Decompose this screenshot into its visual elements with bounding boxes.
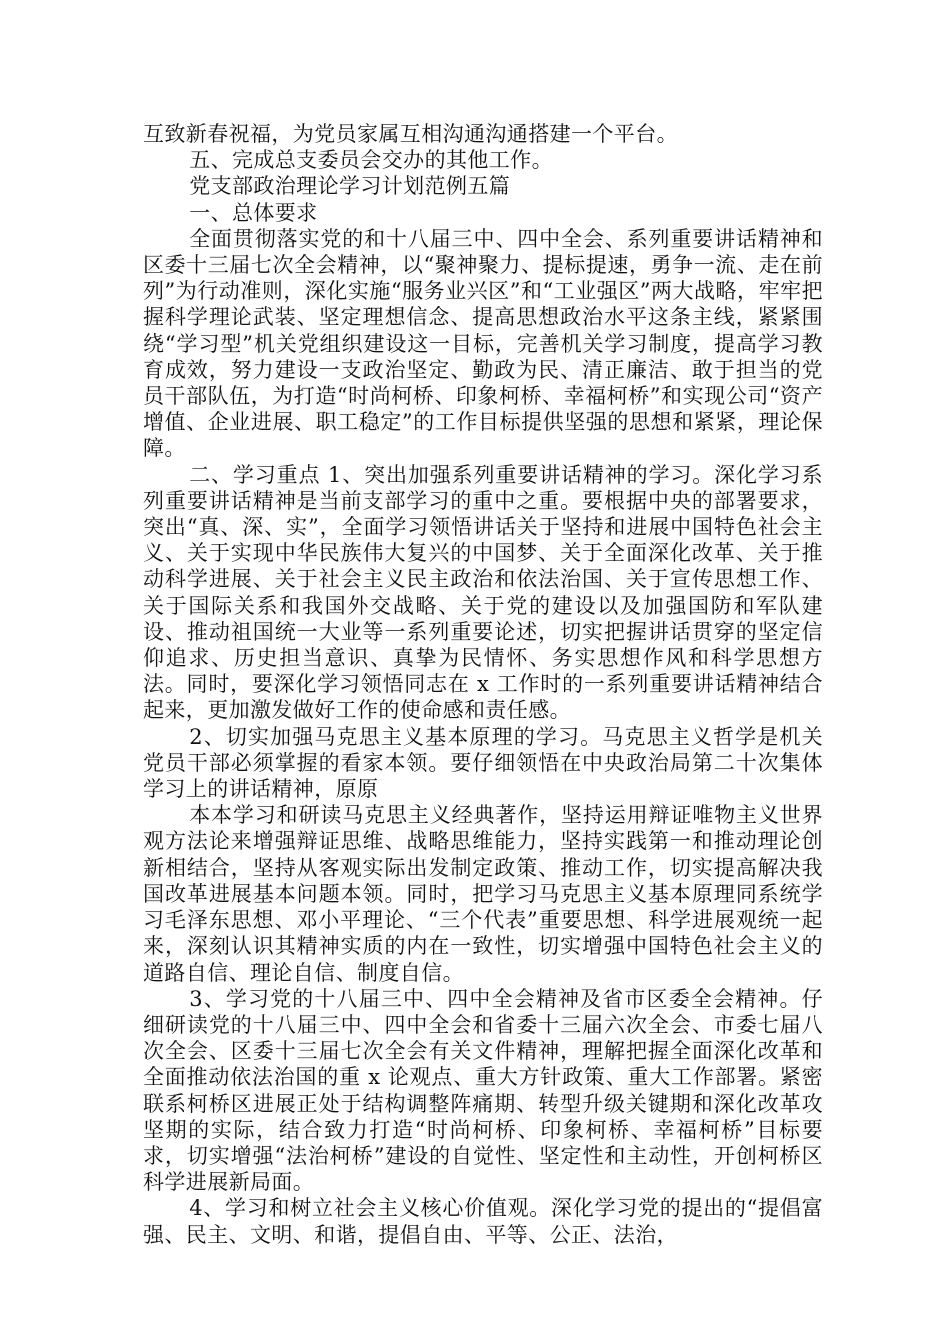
document-body (143, 121, 823, 1248)
paragraph-general-requirements: 全面贯彻落实党的和十八届三中、四中全会、系列重要讲话精神和区委十三届七次全会精神，以“聚神聚力、提标提速，勇争一流、走在前列”为行动准则，深化实施“服务业兴区”和“工业强区”两大战略，牢牢把握科学理论武装、坚定理想信念、提高思想政治水平这条主线，紧紧围绕“学习型”机关党组织建设这一目标，完善机关学习制度，提高学习教育成效，努力建设一支政治坚定、勤政为民、清正廉洁、敢于担当的党员干部队伍，为打造“时尚柯桥、印象柯桥、幸福柯桥”和实现公司“资产增值、企业进展、职工稳定”的工作目标提供坚强的思想和紧紧，理论保障。 (143, 226, 823, 461)
paragraph-study-focus-4: 4、学习和树立社会主义核心价值观。深化学习党的提出的“提倡富强、民主、文明、和谐，提倡自由、平等、公正、法治， (143, 1196, 823, 1247)
section-title: 党支部政治理论学习计划范例五篇 (189, 174, 511, 199)
heading-general-requirements: 一、总体要求 (189, 200, 318, 225)
paragraph-item-five: 五、完成总支委员会交办的其他工作。 (189, 148, 553, 173)
paragraph-study-focus-3: 3、学习党的十八届三中、四中全会精神及省市区委全会精神。仔细研读党的十八届三中、四中全会和省委十三届六次全会、市委七届八次全会、区委十三届七次全会有关文件精神，理解把握全面深化改革和全面推动依法治国的重 x 论观点、重大方针政策、重大工作部署。紧密联系柯桥区进展正处于结构调整阵痛期、转型升级关键期和深化改革攻坚期的实际，结合致力打造“时尚柯桥、印象柯桥、幸福柯桥”目标要求，切实增强“法治柯桥”建设的自觉性、坚定性和主动性，开创柯桥区科学进展新局面。 (143, 986, 823, 1195)
paragraph-marxism-study: 本本学习和研读马克思主义经典著作，坚持运用辩证唯物主义世界观方法论来增强辩证思维、战略思维能力，坚持实践第一和推动理论创新相结合，坚持从客观实际出发制定政策、推动工作，切实提高解决我国改革进展基本问题本领。同时，把学习马克思主义基本原理同系统学习毛泽东思想、邓小平理论、“三个代表”重要思想、科学进展观统一起来，深刻认识其精神实质的内在一致性，切实增强中国特色社会主义的道路自信、理论自信、制度自信。 (143, 803, 823, 985)
paragraph-continued: 互致新春祝福，为党员家属互相沟通沟通搭建一个平台。 (143, 122, 678, 146)
paragraph-study-focus-1: 二、学习重点 1、突出加强系列重要讲话精神的学习。深化学习系列重要讲话精神是当前支部学习的重中之重。要根据中央的部署要求，突出“真、深、实”，全面学习领悟讲话关于坚持和进展中国特色社会主义、关于实现中华民族伟大复兴的中国梦、关于全面深化改革、关于推动科学进展、关于社会主义民主政治和依法治国、关于宣传思想工作、关于国际关系和我国外交战略、关于党的建设以及加强国防和军队建设、推动祖国统一大业等一系列重要论述，切实把握讲话贯穿的坚定信仰追求、历史担当意识、真挚为民情怀、务实思想作风和科学思想方法。同时，要深化学习领悟同志在 x 工作时的一系列重要讲话精神结合起来，更加激发做好工作的使命感和责任感。 (143, 462, 823, 723)
paragraph-study-focus-2: 2、切实加强马克思主义基本原理的学习。马克思主义哲学是机关党员干部必须掌握的看家本领。要仔细领悟在中央政治局第二十次集体学习上的讲话精神，原原 (143, 724, 823, 802)
